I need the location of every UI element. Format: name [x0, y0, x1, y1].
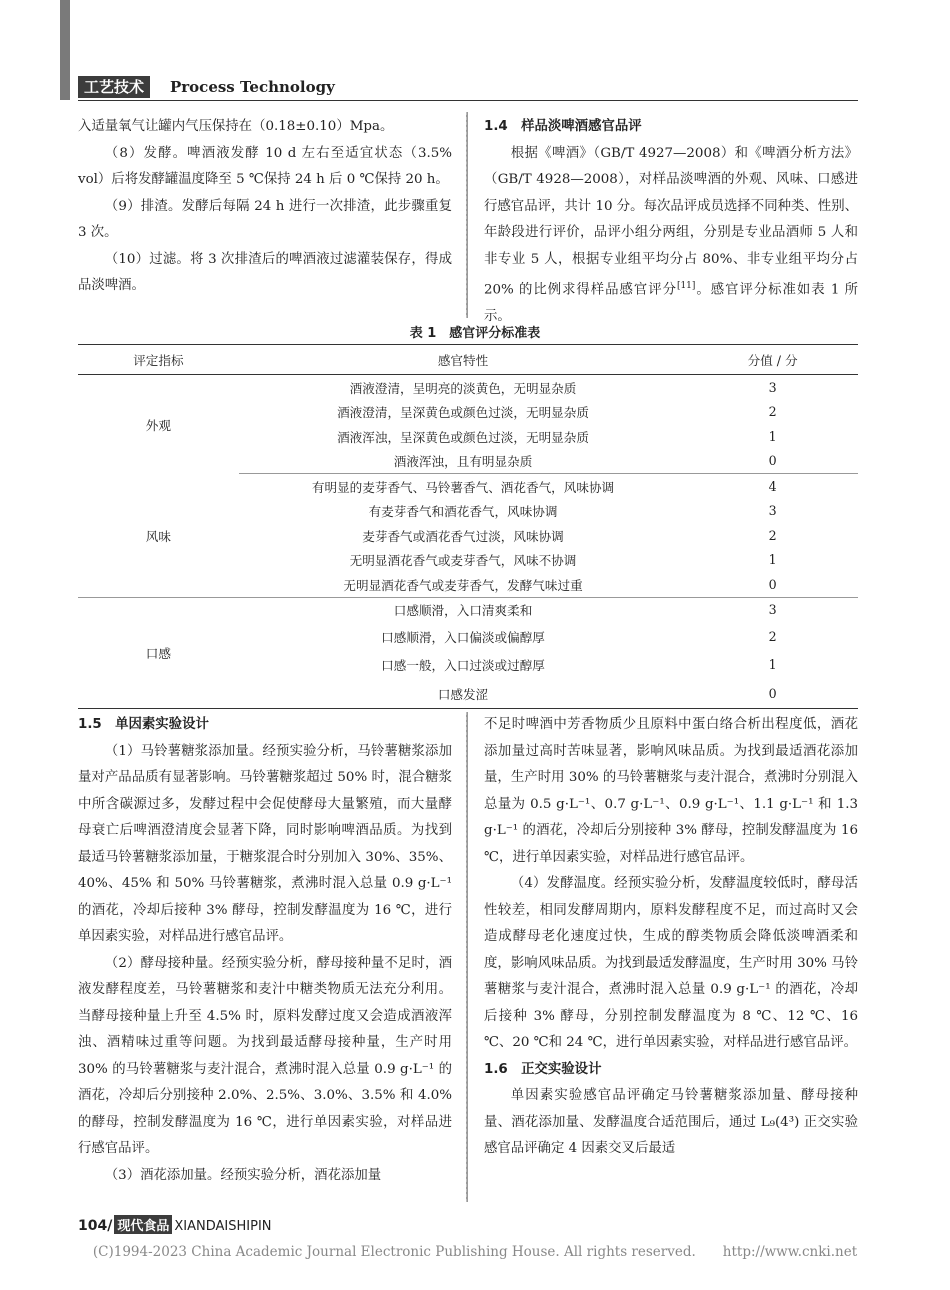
table-row	[78, 474, 858, 499]
page-edge-bar	[60, 0, 70, 100]
table-cell: 无明显酒花香气或麦芽香气，风味不协调	[349, 553, 577, 569]
group-label: 外观	[145, 417, 171, 433]
table-cell: 0	[687, 678, 858, 709]
table-cell: 2	[768, 628, 777, 644]
para-yeast-inoculum: （2）酵母接种量。经预实验分析，酵母接种量不足时，酒液发酵程度差，马铃薯糖浆和麦汁中糖类物质无法充分利用。当酵母接种量上升至 4.5% 时，原料发酵过度又会造成酒液浑浊、酒精味过重等问题。为找到最适酵母接种量，生产时用 30% 的马铃薯糖浆与麦汁混合，煮沸时混入总量 0.9 g·L⁻¹ 的酒花，冷却后分别接种 2.0%、2.5%、3.0%、3.5% 和 4.0% 的酵母，控制发酵温度为 16 ℃，进行单因素实验，对样品进行感官品评。	[78, 955, 452, 1156]
journal-pinyin: XIANDAISHIPIN	[174, 1219, 272, 1234]
table-title: 表 1 感官评分标准表	[409, 326, 541, 341]
table-cell: 3	[768, 503, 777, 519]
section-heading-1-6: 1.6 正交实验设计	[484, 1061, 602, 1077]
left-bottom-column	[78, 712, 452, 1189]
table-cell: 有麦芽香气和酒花香气，风味协调	[368, 504, 558, 520]
table-cell: 1	[768, 428, 777, 444]
sensory-score-table	[78, 344, 858, 709]
left-top-column	[78, 114, 452, 300]
table-header: 感官特性	[239, 345, 687, 375]
section-title-en: Process Technology	[170, 78, 335, 96]
table-cell: 麦芽香气或酒花香气过淡，风味协调	[362, 528, 564, 544]
table-cell: 1	[768, 656, 777, 672]
table-cell: 0	[687, 449, 858, 474]
para-fermentation-temp: （4）发酵温度。经预实验分析，发酵温度较低时，酵母活性较差，相同发酵周期内，原料发酵程度不足，而过高时又会造成酵母老化速度过快，生成的醇类物质会降低淡啤酒柔和度，影响风味品质。为找到最适发酵温度，生产时用 30% 马铃薯糖浆与麦汁混合，煮沸时混入总量 0.9 g·L⁻¹ 的酒花，冷却后接种 3% 酵母，分别控制发酵温度为 8 ℃、12 ℃、16 ℃、20 ℃和 24 ℃，进行单因素实验，对样品进行感官品评。	[484, 876, 858, 1050]
para-potato-syrup: （1）马铃薯糖浆添加量。经预实验分析，马铃薯糖浆添加量对产品品质有显著影响。马铃薯糖浆超过 50% 时，混合糖浆中所含碳源过多，发酵过程中会促使酵母大量繁殖，而大量酵母衰亡后啤酒澄清度会显著下降，同时影响啤酒品质。为找到最适马铃薯糖浆添加量，于糖浆混合时分别加入 30%、35%、40%、45% 和 50% 马铃薯糖浆，煮沸时混入总量 0.9 g·L⁻¹ 的酒花，冷却后接种 3% 酵母，控制发酵温度为 16 ℃，进行单因素实验，对样品进行感官品评。	[78, 743, 452, 944]
citation-ref: [11]	[676, 281, 696, 291]
para-filtration: （10）过滤。将 3 次排渣后的啤酒液过滤灌装保存，得成品淡啤酒。	[78, 251, 452, 293]
table-cell: 酒液澄清，呈明亮的淡黄色，无明显杂质	[349, 380, 577, 396]
table-cell: 酒液澄清，呈深黄色或颜色过淡，无明显杂质	[337, 405, 589, 421]
table-header: 评定指标	[78, 345, 239, 375]
table-cell: 口感顺滑，入口偏淡或偏醇厚	[381, 629, 545, 645]
group-label: 口感	[78, 597, 239, 709]
para-hop-addition: （3）酒花添加量。经预实验分析，酒花添加量	[104, 1167, 382, 1183]
column-divider	[466, 112, 468, 318]
sensory-text-tail: 。感官评分标准如表 1 所示。	[484, 282, 858, 324]
table-cell: 口感一般，入口过淡或过醇厚	[381, 657, 545, 673]
table-cell: 1	[768, 552, 777, 568]
journal-badge: 现代食品	[114, 1215, 172, 1234]
table-cell: 3	[768, 602, 777, 618]
right-bottom-column	[484, 712, 858, 1163]
table-cell: 3	[768, 379, 777, 395]
table-cell: 无明显酒花香气或麦芽香气，发酵气味过重	[239, 572, 687, 597]
group-label: 风味	[78, 474, 239, 598]
section-heading-1-4: 1.4 样品淡啤酒感官品评	[484, 119, 642, 134]
para-sensory-evaluation	[484, 141, 858, 331]
page-footer	[78, 1215, 272, 1234]
para-fermentation: （8）发酵。啤酒液发酵 10 d 左右至适宜状态（3.5% vol）后将发酵罐温度降至 5 ℃保持 24 h 后 0 ℃保持 20 h。	[78, 145, 452, 187]
para-hop-continued: 不足时啤酒中芳香物质少且原料中蛋白络合析出程度低，酒花添加量过高时苦味显著，影响风味品质。为找到最适酒花添加量，生产时用 30% 的马铃薯糖浆与麦汁混合，煮沸时分别混入总量为 0.5 g·L⁻¹、0.7 g·L⁻¹、0.9 g·L⁻¹、1.1 g·L⁻¹ 和 1.3 g·L⁻¹ 的酒花，冷却后分别接种 3% 酵母，控制发酵温度为 16 ℃，进行单因素实验，对样品进行感官品评。	[484, 717, 858, 865]
column-divider	[466, 712, 468, 1202]
running-header	[78, 76, 858, 98]
header-rule	[78, 100, 858, 101]
sensory-text: 根据《啤酒》（GB/T 4927—2008）和《啤酒分析方法》（GB/T 4928—2008），对样品淡啤酒的外观、风味、口感进行感官品评，共计 10 分。每次品评成员选择不同种类、性别、年龄段进行评价，品评小组分两组，分别是专业品酒师 5 人和非专业 5 人，根据专业组平均分占 80%、非专业组平均分占 20% 的比例求得样品感官评分	[484, 145, 858, 298]
section-heading-1-5: 1.5 单因素实验设计	[78, 717, 209, 732]
table-cell: 0	[687, 572, 858, 597]
table-row	[78, 597, 858, 622]
table-cell: 有明显的麦芽香气、马铃薯香气、酒花香气，风味协调	[311, 479, 615, 495]
right-top-column	[484, 114, 858, 330]
table-cell: 口感顺滑，入口清爽柔和	[393, 603, 533, 619]
table-row	[78, 375, 858, 400]
table-cell: 酒液浑浊，呈深黄色或颜色过淡，无明显杂质	[337, 429, 589, 445]
section-badge: 工艺技术	[78, 76, 150, 98]
table-cell: 2	[768, 527, 777, 543]
para-continued: 入适量氧气让罐内气压保持在（0.18±0.10）Mpa。	[78, 119, 394, 134]
table-cell: 酒液浑浊，且有明显杂质	[239, 449, 687, 474]
page-number: 104	[78, 1218, 108, 1234]
slash: /	[107, 1218, 113, 1234]
para-orthogonal: 单因素实验感官品评确定马铃薯糖浆添加量、酵母接种量、酒花添加量、发酵温度合适范围后，通过 L₉(4³) 正交实验感官品评确定 4 因素交叉后最适	[484, 1088, 858, 1156]
table-cell: 2	[768, 404, 777, 420]
para-deslagging: （9）排渣。发酵后每隔 24 h 进行一次排渣，此步骤重复 3 次。	[78, 198, 452, 240]
copyright-notice: (C)1994-2023 China Academic Journal Electronic Publishing House. All rights reserved. http://www.cnki.net	[92, 1244, 858, 1260]
table-header: 分值 / 分	[687, 345, 858, 375]
table-cell: 4	[768, 478, 777, 494]
table-cell: 口感发涩	[239, 678, 687, 709]
